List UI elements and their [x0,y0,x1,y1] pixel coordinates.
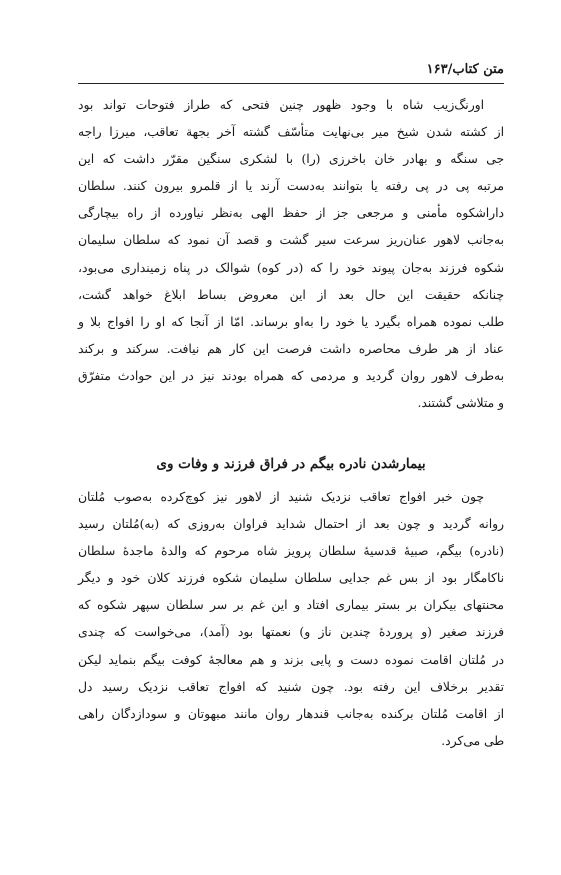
paragraph-2 [78,484,504,755]
text-line: چنانکه حقیقت این حال بعد از این معروض بساط ابلاغ خواهد گشت، [78,287,504,302]
text-line: روانه گردید و چون بعد از احتمال شداید فراوان به‌روزی که (به)مُلتان رسید [78,517,504,532]
text-line: مرتبه پی در پی رفته یا بتوانند به‌دست آرند یا از قلمرو بیرون کنند. سلطان [78,179,504,194]
running-head: متن کتاب/۱۶۳ [426,62,504,77]
header-rule [78,83,504,84]
text-line: از کشته شدن شیخ میر بی‌نهایت متأسّف گشته آخر بجهة تعاقب، میرزا راجه [78,125,504,140]
text-line: محنتهای بیکران بر بستر بیماری افتاد و این غم بر سر سلطان سپهر شکوه که [78,598,504,613]
text-line: شکوه فرزند به‌جان پیوند خود را که (در کوه) شوالک در پناه زمینداری می‌بود، [78,260,504,275]
text-line: از اقامت مُلتان برکنده به‌جانب قندهار روان مانند مبهوتان و سودازدگان راهی [78,706,504,721]
text-line: چون خبر افواج تعاقب نزدیک شنید از لاهور نیز کوچ‌کرده به‌صوب مُلتان [78,490,484,504]
text-line: به‌جانب لاهور عنان‌ریز سرعت سیر گشت و قصد آن نمود که سلطان سلیمان [78,233,504,248]
text-line: و متلاشی گشتند. [417,396,504,411]
text-line: طی می‌کرد. [441,733,504,748]
text-line: عناد از هر طرف محاصره داشت فرصت این کار هم نیافت. سرکند و برکند [78,341,504,356]
text-line: (نادره) بیگم، صبیهٔ قدسیهٔ سلطان پرویز شاه مرحوم که والدهٔ ماجدهٔ سلطان [78,544,504,559]
section-heading: بیمارشدن نادره بیگم در فراق فرزند و وفات وی [156,456,426,472]
text-line: تقدیر برخلاف این رفته بود. چون شنید که افواج تعاقب نزدیک رسید دل [78,679,504,694]
text-line: طلب نموده همراه بگیرد یا خود را به‌او برساند. امّا از آنجا که او را افواج بلا و [78,314,504,329]
text-line: داراشکوه مأمنی و مرجعی جز از حفظ الهی به‌نظر نیاورده از راه بیچارگی [78,206,504,221]
text-line: جی سنگه و بهادر خان باخرزی (را) با لشکری سنگین مقرّر داشت که این [78,152,504,167]
text-line: به‌طرف لاهور روان گردید و مردمی که همراه بودند نیز در این حوادث متفرّق [78,368,504,383]
text-line: در مُلتان اقامت نموده دست و پایی بزند و هم معالجهٔ کوفت بیگم بنماید لیکن [78,652,504,667]
text-line: فرزند صغیر (و پروردهٔ چندین ناز و) نعمتها بود (آمد)، می‌خواست که چندی [78,625,504,640]
text-line: اورنگ‌زیب شاه با وجود ظهور چنین فتحی که طراز فتوحات تواند بود [78,98,484,112]
paragraph-1 [78,92,504,417]
text-line: ناکامگار بود از بس غم جدایی سلطان سلیمان شکوه فرزند کلان خود و دیگر [78,571,504,586]
